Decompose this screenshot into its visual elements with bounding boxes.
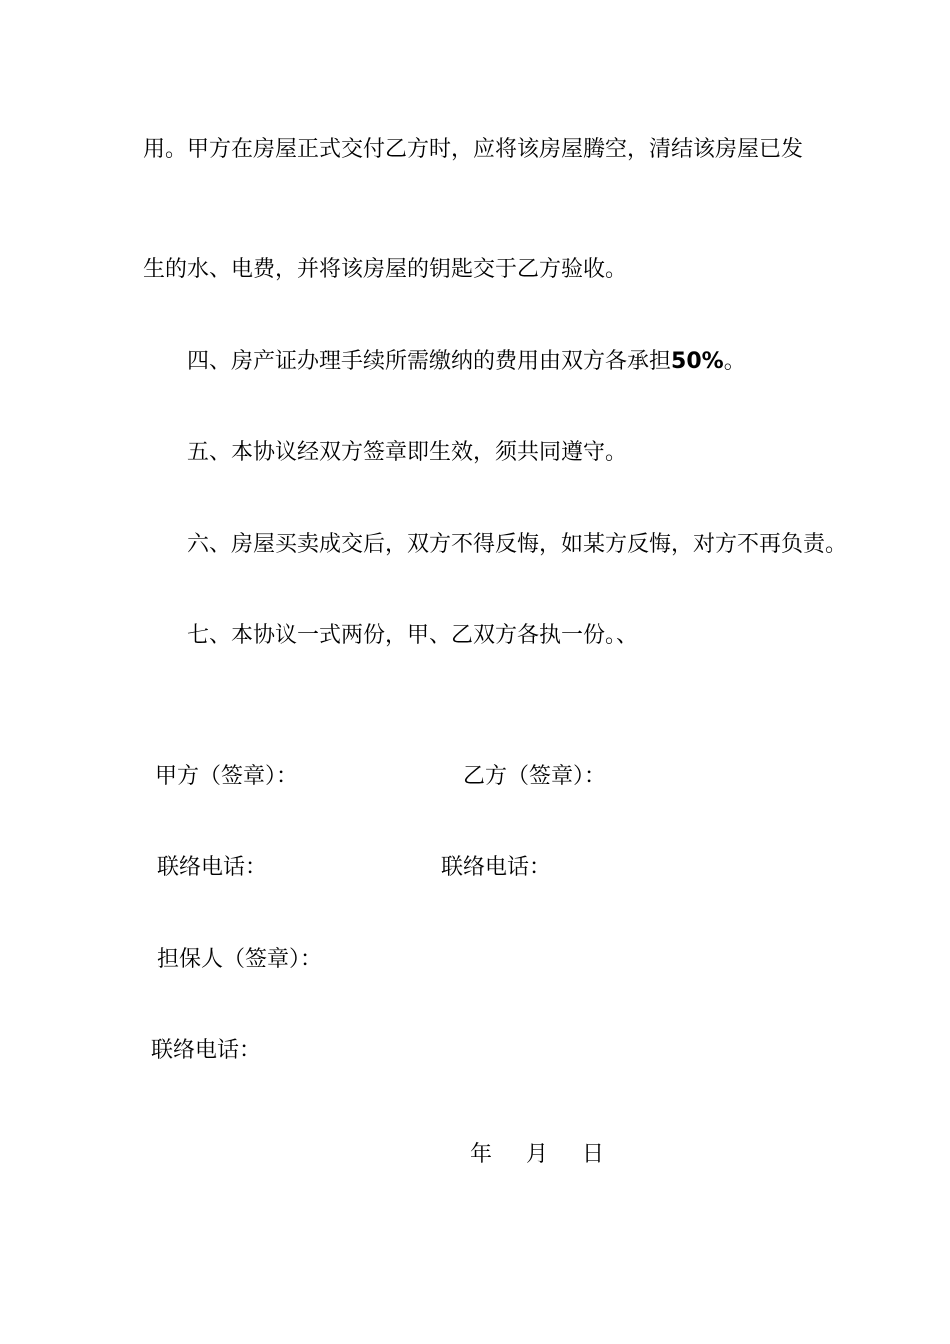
guarantor-signature-label: 担保人（签章）：	[157, 947, 323, 972]
date-year: 年	[470, 1142, 493, 1167]
clause-6: 六、房屋买卖成交后，双方不得反悔，如某方反悔，对方不再负责。	[187, 532, 848, 557]
party-b-phone-label: 联络电话：	[441, 855, 552, 880]
clause-4-end: 。	[723, 349, 746, 374]
party-b-signature-label: 乙方（签章）：	[463, 764, 607, 789]
paragraph-line-1: 用。甲方在房屋正式交付乙方时，应将该房屋腾空，清结该房屋已发	[143, 137, 804, 162]
guarantor-phone-label: 联络电话：	[151, 1038, 262, 1063]
paragraph-line-2: 生的水、电费，并将该房屋的钥匙交于乙方验收。	[143, 257, 628, 282]
clause-7: 七、本协议一式两份，甲、乙双方各执一份。、	[187, 623, 639, 648]
party-a-phone-label: 联络电话：	[157, 855, 268, 880]
clause-4	[187, 347, 746, 377]
clause-4-text: 四、房产证办理手续所需缴纳的费用由双方各承担	[187, 349, 672, 374]
date-day: 日	[582, 1142, 605, 1167]
party-a-signature-label: 甲方（签章）：	[155, 764, 299, 789]
date-month: 月	[526, 1142, 549, 1167]
clause-5: 五、本协议经双方签章即生效，须共同遵守。	[187, 440, 628, 465]
clause-4-percent: 50%	[671, 349, 724, 374]
